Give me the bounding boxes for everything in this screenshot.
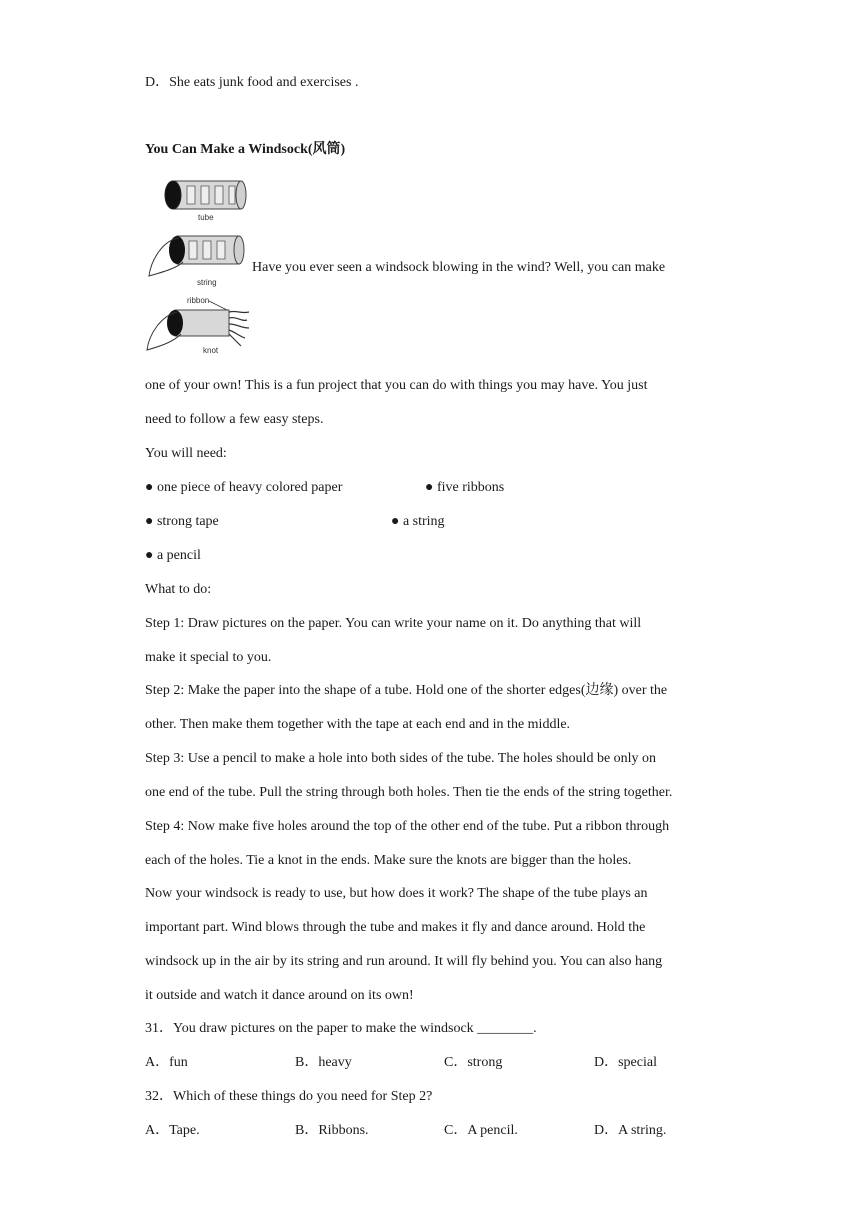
step-3-line-2: one end of the tube. Pull the string through both holes. Then tie the ends of the string together. xyxy=(145,785,673,800)
passage-title: You Can Make a Windsock(风筒) xyxy=(145,142,346,157)
material-pencil: ● a pencil xyxy=(145,548,201,563)
question-31-stem: 31．You draw pictures on the paper to make the windsock ________. xyxy=(145,1021,537,1036)
closing-line-4: it outside and watch it dance around on its own! xyxy=(145,988,414,1003)
tube-with-string-illustration xyxy=(149,236,244,276)
materials-heading: You will need: xyxy=(145,446,227,461)
question-32-option-c: C．A pencil. xyxy=(444,1123,518,1138)
step-2-line-2: other. Then make them together with the tape at each end and in the middle. xyxy=(145,717,571,732)
steps-heading: What to do: xyxy=(145,582,212,597)
previous-question-option-d: D．She eats junk food and exercises . xyxy=(145,75,359,90)
closing-line-2: important part. Wind blows through the tube and makes it fly and dance around. Hold the xyxy=(145,920,646,935)
tube-with-ribbons-illustration xyxy=(147,301,249,350)
question-31-option-a: A．fun xyxy=(145,1055,188,1070)
knot-label: knot xyxy=(203,346,219,355)
closing-line-3: windsock up in the air by its string and run around. It will fly behind you. You can also hang xyxy=(145,954,663,969)
ribbon-label: ribbon xyxy=(187,296,210,305)
question-31-option-b: B．heavy xyxy=(295,1055,352,1070)
material-paper: ● one piece of heavy colored paper xyxy=(145,480,343,495)
step-2-line-1: Step 2: Make the paper into the shape of a tube. Hold one of the shorter edges(边缘) over the xyxy=(145,683,668,698)
intro-line-3: need to follow a few easy steps. xyxy=(145,412,324,427)
step-1-line-2: make it special to you. xyxy=(145,650,272,665)
question-32-option-d: D．A string. xyxy=(594,1123,667,1138)
question-32-option-b: B．Ribbons. xyxy=(295,1123,369,1138)
material-string: ● a string xyxy=(391,514,445,529)
material-tape: ● strong tape xyxy=(145,514,219,529)
tube-figure xyxy=(143,176,249,224)
step-4-line-2: each of the holes. Tie a knot in the ends. Make sure the knots are bigger than the holes. xyxy=(145,853,632,868)
step-3-line-1: Step 3: Use a pencil to make a hole into both sides of the tube. The holes should be only on xyxy=(145,751,657,766)
intro-line-2: one of your own! This is a fun project that you can do with things you may have. You just xyxy=(145,378,648,393)
ribbon-knot-figure xyxy=(143,294,253,356)
tube-label: tube xyxy=(198,213,214,222)
string-label: string xyxy=(197,278,217,287)
intro-line-1: Have you ever seen a windsock blowing in the wind? Well, you can make xyxy=(252,260,666,275)
step-1-line-1: Step 1: Draw pictures on the paper. You can write your name on it. Do anything that will xyxy=(145,616,642,631)
material-ribbons: ● five ribbons xyxy=(425,480,505,495)
question-32-option-a: A．Tape. xyxy=(145,1123,200,1138)
question-32-stem: 32．Which of these things do you need for Step 2? xyxy=(145,1089,433,1104)
tube-illustration xyxy=(165,181,246,209)
step-4-line-1: Step 4: Now make five holes around the top of the other end of the tube. Put a ribbon through xyxy=(145,819,670,834)
question-31-option-c: C．strong xyxy=(444,1055,503,1070)
closing-line-1: Now your windsock is ready to use, but how does it work? The shape of the tube plays an xyxy=(145,886,648,901)
question-31-option-d: D．special xyxy=(594,1055,657,1070)
string-figure xyxy=(143,230,249,290)
